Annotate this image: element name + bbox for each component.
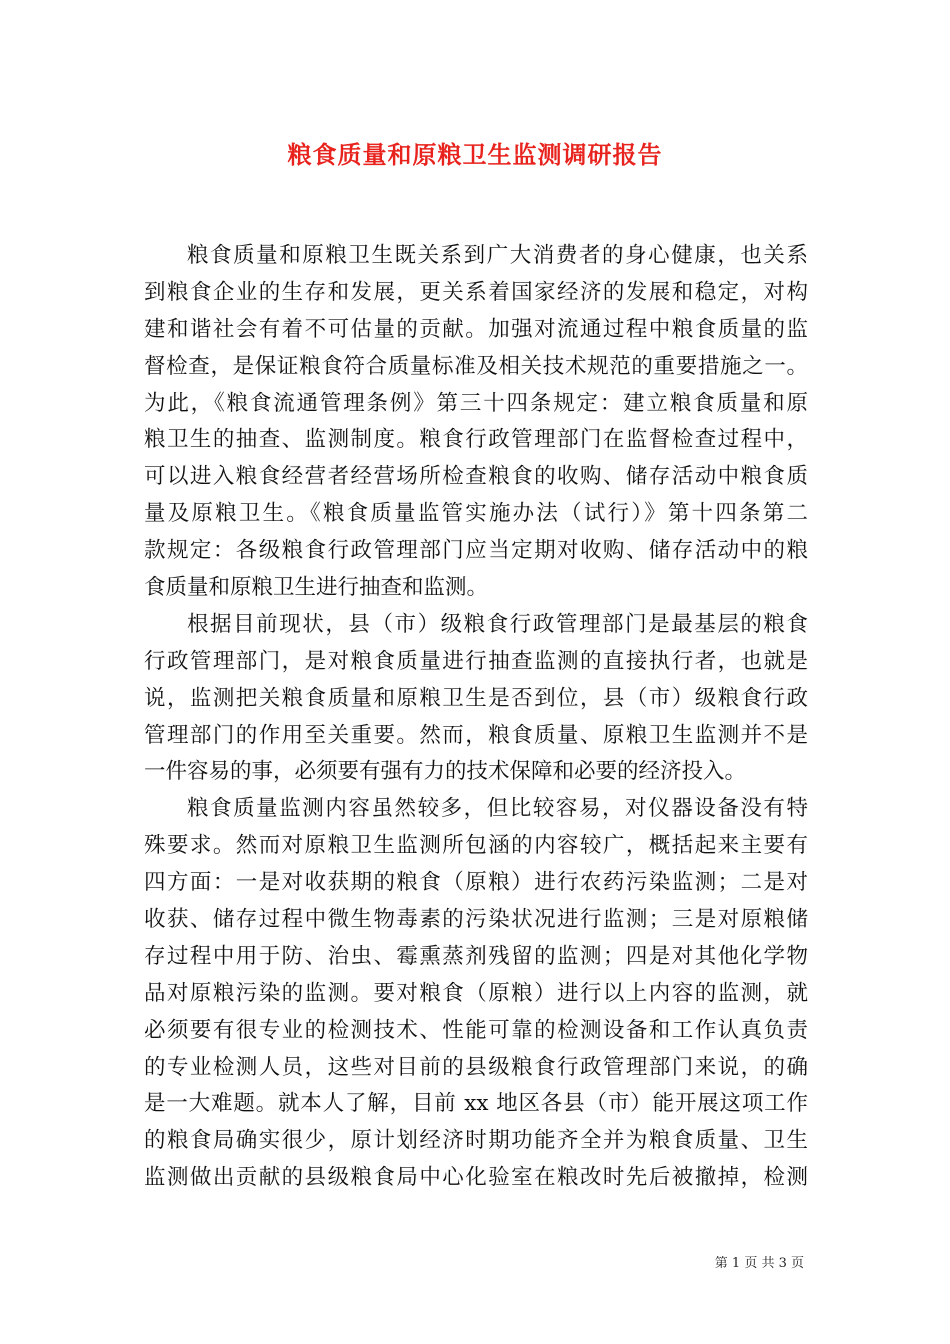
text-line: 粮食质量监测内容虽然较多，但比较容易，对仪器设备没有特 [187, 796, 808, 822]
text-line: 四方面：一是对收获期的粮食（原粮）进行农药污染监测；二是对 [144, 870, 808, 896]
text-line: 建和谐社会有着不可估量的贡献。加强对流通过程中粮食质量的监 [144, 316, 808, 342]
text-line: 粮食质量和原粮卫生既关系到广大消费者的身心健康，也关系 [187, 243, 808, 268]
text-line: 根据目前现状，县（市）级粮食行政管理部门是最基层的粮食 [187, 611, 808, 637]
text-line: 粮卫生的抽查、监测制度。粮食行政管理部门在监督检查过程中， [144, 427, 808, 453]
paragraph-2 [144, 607, 808, 791]
text-line: 食质量和原粮卫生进行抽查和监测。 [144, 575, 489, 601]
page-number-footer: 第 1 页 共 3 页 [714, 1256, 804, 1271]
document-title: 粮食质量和原粮卫生监测调研报告 [287, 140, 663, 169]
text-line: 殊要求。然而对原粮卫生监测所包涵的内容较广，概括起来主要有 [144, 833, 808, 859]
text-line: 说，监测把关粮食质量和原粮卫生是否到位，县（市）级粮食行政 [144, 685, 808, 711]
text-line: 款规定：各级粮食行政管理部门应当定期对收购、储存活动中的粮 [144, 538, 808, 564]
text-line: 的粮食局确实很少，原计划经济时期功能齐全并为粮食质量、卫生 [144, 1128, 808, 1154]
paragraph-3 [144, 791, 808, 1197]
document-body [144, 238, 808, 1197]
text-line: 监测做出贡献的县级粮食局中心化验室在粮改时先后被撤掉，检测 [144, 1165, 808, 1191]
text-line: 是一大难题。就本人了解，目前 xx 地区各县（市）能开展这项工作 [144, 1091, 808, 1117]
text-line: 收获、储存过程中微生物毒素的污染状况进行监测；三是对原粮储 [144, 907, 808, 933]
text-line: 存过程中用于防、治虫、霉熏蒸剂残留的监测；四是对其他化学物 [144, 943, 808, 969]
text-line: 到粮食企业的生存和发展，更关系着国家经济的发展和稳定，对构 [144, 279, 808, 305]
text-line: 量及原粮卫生。《粮食质量监管实施办法（试行）》第十四条第二 [144, 501, 808, 527]
text-line: 一件容易的事，必须要有强有力的技术保障和必要的经济投入。 [144, 759, 747, 785]
text-line: 品对原粮污染的监测。要对粮食（原粮）进行以上内容的监测，就 [144, 980, 808, 1006]
text-line: 必须要有很专业的检测技术、性能可靠的检测设备和工作认真负责 [144, 1017, 808, 1043]
text-line: 督检查，是保证粮食符合质量标准及相关技术规范的重要措施之一。 [144, 353, 808, 379]
text-line: 的专业检测人员，这些对目前的县级粮食行政管理部门来说，的确 [144, 1054, 808, 1080]
text-line: 行政管理部门，是对粮食质量进行抽查监测的直接执行者，也就是 [144, 648, 808, 674]
text-line: 可以进入粮食经营者经营场所检查粮食的收购、储存活动中粮食质 [144, 464, 808, 490]
paragraph-1 [144, 238, 808, 607]
text-line: 为此，《粮食流通管理条例》第三十四条规定：建立粮食质量和原 [144, 390, 808, 416]
text-line: 管理部门的作用至关重要。然而，粮食质量、原粮卫生监测并不是 [144, 722, 808, 748]
